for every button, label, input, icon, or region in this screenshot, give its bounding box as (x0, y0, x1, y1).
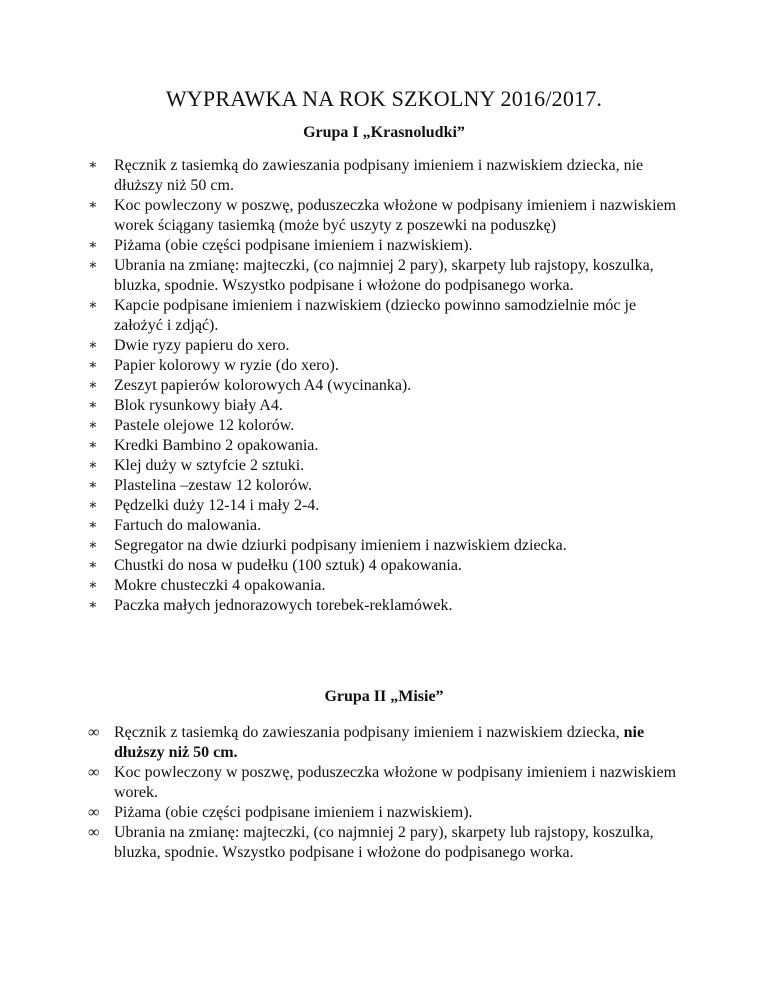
list-item (88, 156, 688, 196)
list-item (88, 376, 688, 396)
list-item-text: Pędzelki duży 12-14 i mały 2-4. (114, 497, 320, 514)
list-item-text: Ręcznik z tasiemką do zawieszania podpisany imieniem i nazwiskiem dziecka, (114, 724, 624, 741)
list-item (88, 196, 688, 236)
list-item-text: Pastele olejowe 12 kolorów. (114, 417, 295, 434)
asterisk-bullet-icon: ∗ (88, 418, 98, 433)
list-item (88, 476, 688, 496)
list-item (88, 556, 688, 576)
list-item (88, 336, 688, 356)
list-item (88, 396, 688, 416)
asterisk-bullet-icon: ∗ (88, 338, 98, 353)
list-item (88, 516, 688, 536)
list-item-text: Segregator na dwie dziurki podpisany imieniem i nazwiskiem dziecka. (114, 537, 567, 554)
list-item-text: Piżama (obie części podpisane imieniem i nazwiskiem). (114, 804, 473, 821)
group2-heading: Grupa II „Misie” (324, 688, 444, 705)
asterisk-bullet-icon: ∗ (88, 378, 98, 393)
list-item-text: Mokre chusteczki 4 opakowania. (114, 577, 326, 594)
list-item-bold-text: nie dłuższy niż 50 cm. (114, 724, 645, 761)
asterisk-bullet-icon: ∗ (88, 578, 98, 593)
list-item (88, 296, 688, 336)
asterisk-bullet-icon: ∗ (88, 358, 98, 373)
list-item-text: Dwie ryzy papieru do xero. (114, 337, 290, 354)
infinity-bullet-icon: ∞ (88, 804, 100, 821)
asterisk-bullet-icon: ∗ (88, 158, 98, 173)
asterisk-bullet-icon: ∗ (88, 498, 98, 513)
list-item-text: Plastelina –zestaw 12 kolorów. (114, 477, 313, 494)
list-item-text: Ubrania na zmianę: majteczki, (co najmniej 2 pary), skarpety lub rajstopy, koszulka, bluzka, spodnie. Wszystko podpisane i włożone do podpisanego worka. (114, 824, 654, 861)
list-item-text: Blok rysunkowy biały A4. (114, 397, 283, 414)
list-item (88, 416, 688, 436)
list-item-text: Ręcznik z tasiemką do zawieszania podpisany imieniem i nazwiskiem dziecka, nie dłuższy niż 50 cm. (114, 157, 644, 194)
asterisk-bullet-icon: ∗ (88, 538, 98, 553)
asterisk-bullet-icon: ∗ (88, 398, 98, 413)
group1-heading: Grupa I „Krasnoludki” (303, 124, 465, 141)
list-item (88, 576, 688, 596)
infinity-bullet-icon: ∞ (88, 724, 100, 741)
list-item-text: Klej duży w sztyfcie 2 sztuki. (114, 457, 305, 474)
group1-list (88, 156, 688, 616)
list-item (88, 356, 688, 376)
list-item (88, 763, 688, 803)
asterisk-bullet-icon: ∗ (88, 438, 98, 453)
list-item (88, 536, 688, 556)
list-item (88, 823, 688, 863)
list-item-text: Ubrania na zmianę: majteczki, (co najmniej 2 pary), skarpety lub rajstopy, koszulka, bluzka, spodnie. Wszystko podpisane i włożone do podpisanego worka. (114, 257, 654, 294)
group2-list (88, 723, 688, 863)
asterisk-bullet-icon: ∗ (88, 298, 98, 313)
document-title: WYPRAWKA NA ROK SZKOLNY 2016/2017. (165, 86, 603, 111)
asterisk-bullet-icon: ∗ (88, 258, 98, 273)
asterisk-bullet-icon: ∗ (88, 558, 98, 573)
list-item-text: Chustki do nosa w pudełku (100 sztuk) 4 opakowania. (114, 557, 462, 574)
asterisk-bullet-icon: ∗ (88, 458, 98, 473)
list-item-text: Zeszyt papierów kolorowych A4 (wycinanka). (114, 377, 412, 394)
list-item-text: Fartuch do malowania. (114, 517, 262, 534)
asterisk-bullet-icon: ∗ (88, 598, 98, 613)
list-item (88, 456, 688, 476)
asterisk-bullet-icon: ∗ (88, 518, 98, 533)
list-item (88, 496, 688, 516)
list-item (88, 723, 688, 763)
asterisk-bullet-icon: ∗ (88, 238, 98, 253)
asterisk-bullet-icon: ∗ (88, 478, 98, 493)
infinity-bullet-icon: ∞ (88, 764, 100, 781)
list-item-text: Piżama (obie części podpisane imieniem i nazwiskiem). (114, 237, 473, 254)
infinity-bullet-icon: ∞ (88, 824, 100, 841)
list-item (88, 596, 688, 616)
list-item-text: Papier kolorowy w ryzie (do xero). (114, 357, 339, 374)
list-item-text: Kapcie podpisane imieniem i nazwiskiem (dziecko powinno samodzielnie móc je założyć i zdjąć). (114, 297, 637, 334)
asterisk-bullet-icon: ∗ (88, 198, 98, 213)
list-item (88, 803, 688, 823)
list-item-text: Koc powleczony w poszwę, poduszeczka włożone w podpisany imieniem i nazwiskiem worek. (114, 764, 677, 801)
list-item-text: Paczka małych jednorazowych torebek-reklamówek. (114, 597, 453, 614)
list-item (88, 236, 688, 256)
list-item-text: Kredki Bambino 2 opakowania. (114, 437, 319, 454)
list-item (88, 256, 688, 296)
list-item (88, 436, 688, 456)
list-item-text: Koc powleczony w poszwę, poduszeczka włożone w podpisany imieniem i nazwiskiem worek ściągany tasiemką (może być uszyty z poszewki na poduszkę) (114, 197, 677, 234)
